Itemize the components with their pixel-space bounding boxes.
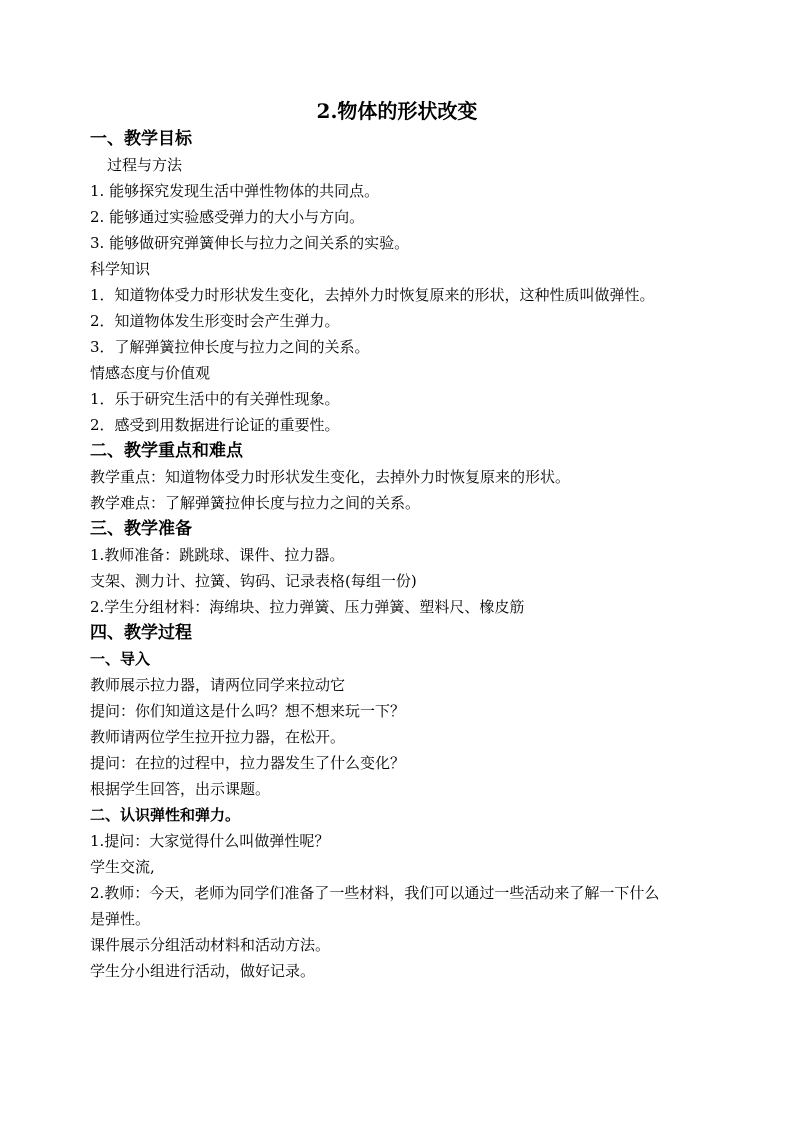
paragraph-line: 1．知道物体受力时形状发生变化，去掉外力时恢复原来的形状，这种性质叫做弹性。: [90, 286, 655, 304]
paragraph-line: 2.教师：今天，老师为同学们准备了一些材料，我们可以通过一些活动来了解一下什么: [90, 884, 660, 902]
subsection-heading: 二、认识弹性和弹力。: [90, 806, 241, 824]
section-heading: 三、教学准备: [90, 519, 192, 539]
paragraph-line: 学生分小组进行活动，做好记录。: [90, 962, 316, 980]
paragraph-line: 3. 能够做研究弹簧伸长与拉力之间关系的实验。: [90, 234, 410, 252]
paragraph-line: 是弹性。: [90, 910, 151, 928]
paragraph-line: 科学知识: [90, 260, 151, 278]
paragraph-line: 课件展示分组活动材料和活动方法。: [90, 936, 331, 954]
paragraph-line: 情感态度与价值观: [90, 364, 211, 382]
paragraph-line: 教学难点：了解弹簧拉伸长度与拉力之间的关系。: [90, 494, 421, 512]
paragraph-line: 2.学生分组材料：海绵块、拉力弹簧、压力弹簧、塑料尺、橡皮筋: [90, 598, 525, 616]
paragraph-line: 1．乐于研究生活中的有关弹性现象。: [90, 390, 340, 408]
paragraph-line: 教师请两位学生拉开拉力器，在松开。: [90, 728, 346, 746]
paragraph-line: 2．感受到用数据进行论证的重要性。: [90, 416, 340, 434]
section-heading: 四、教学过程: [90, 623, 192, 643]
document-title: 2.物体的形状改变: [316, 99, 478, 123]
paragraph-line: 学生交流,: [90, 858, 155, 876]
paragraph-line: 提问：在拉的过程中，拉力器发生了什么变化？: [90, 754, 406, 772]
paragraph-line: 根据学生回答，出示课题。: [90, 780, 271, 798]
paragraph-line: 2. 能够通过实验感受弹力的大小与方向。: [90, 208, 365, 226]
paragraph-line: 1. 能够探究发现生活中弹性物体的共同点。: [90, 182, 380, 200]
paragraph-line: 提问：你们知道这是什么吗？想不想来玩一下？: [90, 702, 406, 720]
paragraph-line: 教学重点：知道物体受力时形状发生变化，去掉外力时恢复原来的形状。: [90, 468, 571, 486]
document-body: [90, 126, 730, 984]
section-heading: 一、教学目标: [90, 129, 192, 149]
section-heading: 二、教学重点和难点: [90, 441, 243, 461]
sub-heading: 过程与方法: [107, 156, 183, 174]
paragraph-line: 2．知道物体发生形变时会产生弹力。: [90, 312, 340, 330]
paragraph-line: 教师展示拉力器，请两位同学来拉动它: [90, 676, 346, 694]
paragraph-line: 1.教师准备：跳跳球、课件、拉力器。: [90, 546, 345, 564]
paragraph-line: 3．了解弹簧拉伸长度与拉力之间的关系。: [90, 338, 370, 356]
subsection-heading: 一、导入: [90, 650, 151, 668]
paragraph-line: 支架、测力计、拉簧、钩码、记录表格(每组一份): [90, 572, 417, 590]
paragraph-line: 1.提问：大家觉得什么叫做弹性呢？: [90, 832, 330, 850]
